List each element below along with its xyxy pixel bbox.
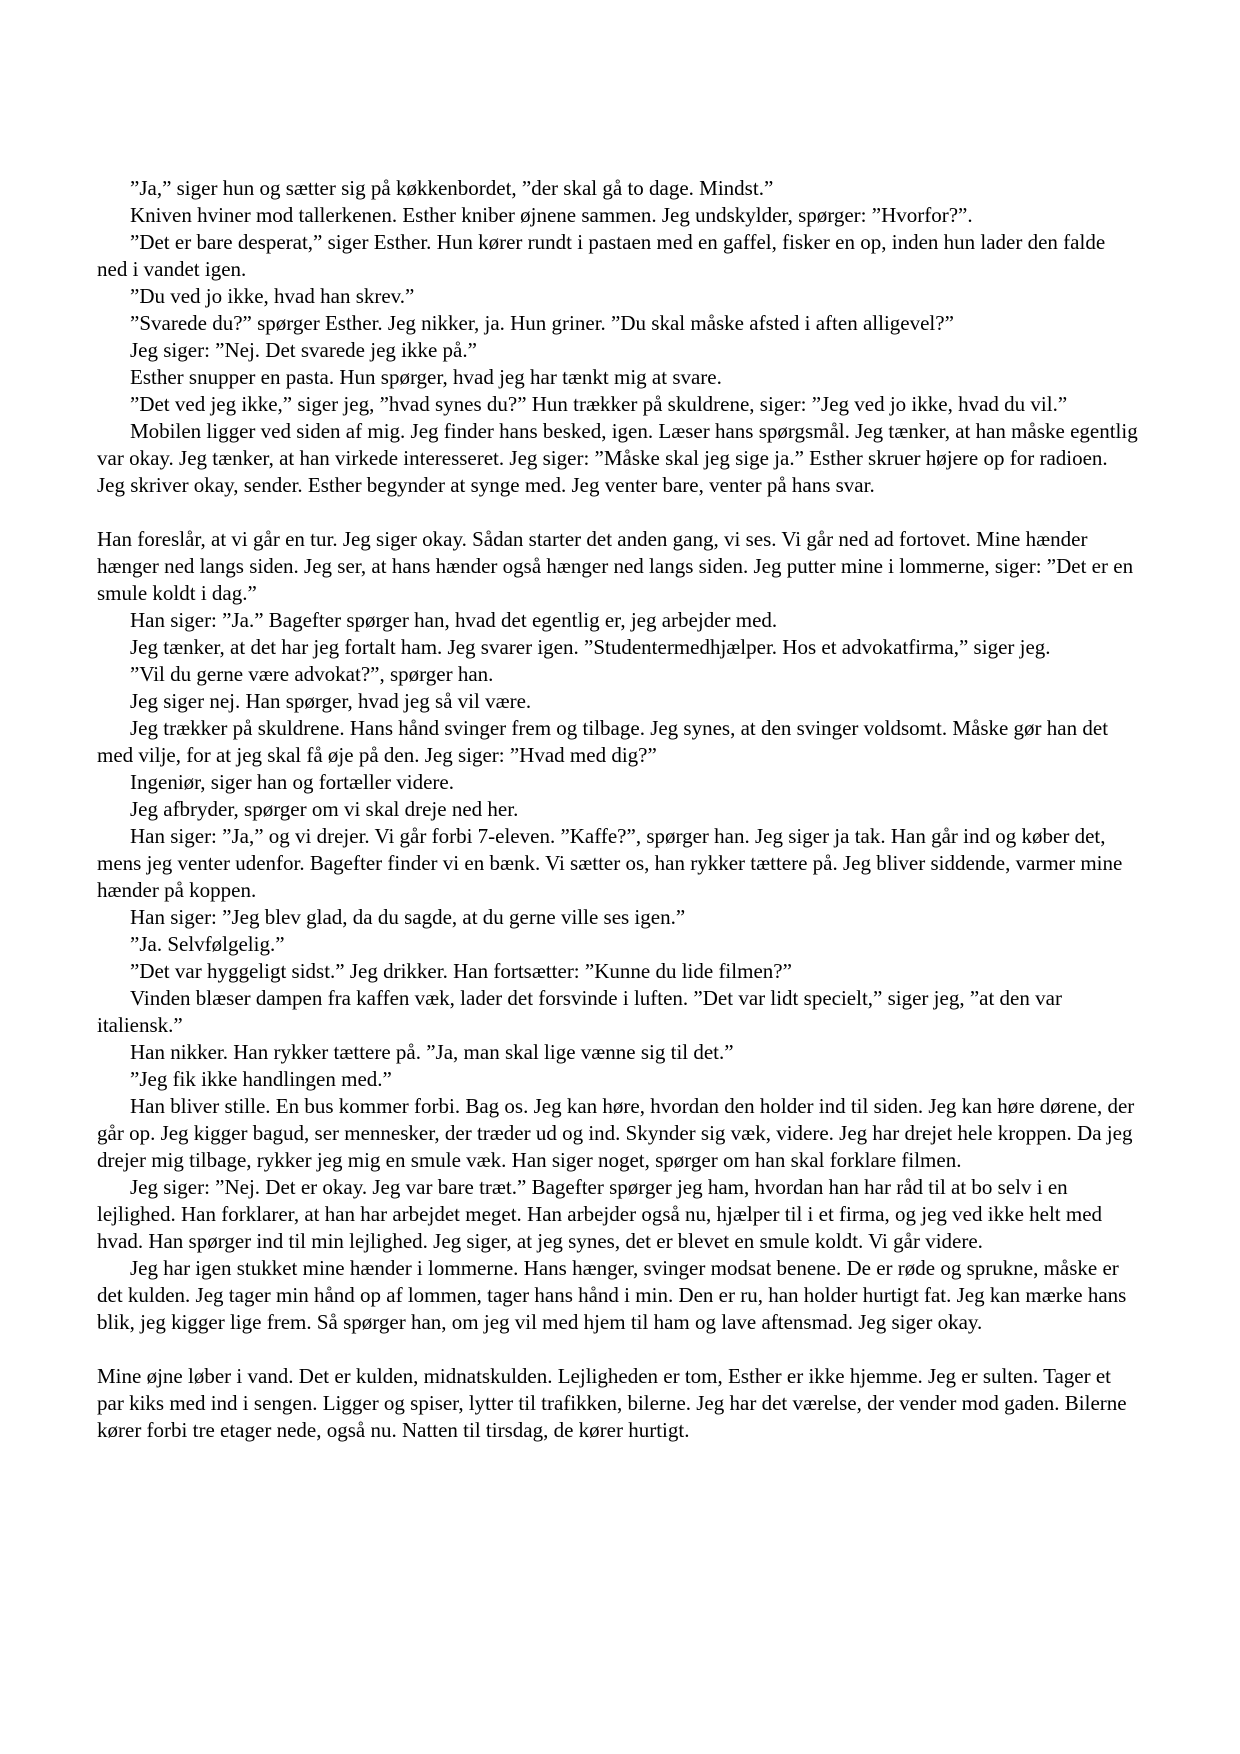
- paragraph: Han bliver stille. En bus kommer forbi. Bag os. Jeg kan høre, hvordan den holder ind til siden. Jeg kan høre dørene, der går op. Jeg kigger bagud, ser mennesker, der træder ud og ind. Skynder sig væk, videre. Jeg har drejet hele kroppen. Da jeg drejer mig tilbage, rykker jeg mig en smule væk. Han siger noget, spørger om han skal forklare filmen.: [97, 1094, 1135, 1172]
- paragraph: Ingeniør, siger han og fortæller videre.: [130, 770, 454, 794]
- paragraph: Jeg trækker på skuldrene. Hans hånd svinger frem og tilbage. Jeg synes, at den svinger voldsomt. Måske gør han det med vilje, for at jeg skal få øje på den. Jeg siger: ”Hvad med dig?”: [97, 716, 1109, 767]
- paragraph: Han siger: ”Jeg blev glad, da du sagde, at du gerne ville ses igen.”: [130, 905, 686, 929]
- paragraph: Esther snupper en pasta. Hun spørger, hvad jeg har tænkt mig at svare.: [130, 365, 722, 389]
- paragraph: Han nikker. Han rykker tættere på. ”Ja, man skal lige vænne sig til det.”: [130, 1040, 734, 1064]
- paragraph: ”Det er bare desperat,” siger Esther. Hun kører rundt i pastaen med en gaffel, fisker en op, inden hun lader den falde ned i vandet igen.: [97, 230, 1106, 281]
- paragraph: Mine øjne løber i vand. Det er kulden, midnatskulden. Lejligheden er tom, Esther er ikke hjemme. Jeg er sulten. Tager et par kiks med ind i sengen. Ligger og spiser, lytter til trafikken, bilerne. Jeg har det værelse, der vender mod gaden. Bilerne kører forbi tre etager nede, også nu. Natten til tirsdag, de kører hurtigt.: [97, 1364, 1127, 1442]
- paragraph: Han siger: ”Ja,” og vi drejer. Vi går forbi 7-eleven. ”Kaffe?”, spørger han. Jeg siger ja tak. Han går ind og køber det, mens jeg venter udenfor. Bagefter finder vi en bænk. Vi sætter os, han rykker tættere på. Jeg bliver siddende, varmer mine hænder på koppen.: [97, 824, 1123, 902]
- paragraph: ”Du ved jo ikke, hvad han skrev.”: [130, 284, 415, 308]
- paragraph: Jeg har igen stukket mine hænder i lommerne. Hans hænger, svinger modsat benene. De er røde og sprukne, måske er det kulden. Jeg tager min hånd op af lommen, tager hans hånd i min. Den er ru, han holder hurtigt fat. Jeg kan mærke hans blik, jeg kigger lige frem. Så spørger han, om jeg vil med hjem til ham og lave aftensmad. Jeg siger okay.: [97, 1256, 1127, 1334]
- paragraph: ”Svarede du?” spørger Esther. Jeg nikker, ja. Hun griner. ”Du skal måske afsted i aften alligevel?”: [130, 311, 954, 335]
- paragraph: Jeg siger: ”Nej. Det er okay. Jeg var bare træt.” Bagefter spørger jeg ham, hvordan han har råd til at bo selv i en lejlighed. Han forklarer, at han har arbejdet meget. Han arbejder også nu, hjælper til i et firma, og jeg ved ikke helt med hvad. Han spørger ind til min lejlighed. Jeg siger, at jeg synes, det er blevet en smule koldt. Vi går videre.: [97, 1175, 1103, 1253]
- paragraph: Han foreslår, at vi går en tur. Jeg siger okay. Sådan starter det anden gang, vi ses. Vi går ned ad fortovet. Mine hænder hænger ned langs siden. Jeg ser, at hans hænder også hænger ned langs siden. Jeg putter mine i lommerne, siger: ”Det er en smule koldt i dag.”: [97, 527, 1134, 605]
- paragraph: Jeg siger: ”Nej. Det svarede jeg ikke på.”: [130, 338, 477, 362]
- paragraph: Kniven hviner mod tallerkenen. Esther kniber øjnene sammen. Jeg undskylder, spørger: ”Hvorfor?”.: [130, 203, 973, 227]
- paragraph: Mobilen ligger ved siden af mig. Jeg finder hans besked, igen. Læser hans spørgsmål. Jeg tænker, at han måske egentlig var okay. Jeg tænker, at han virkede interesseret. Jeg siger: ”Måske skal jeg sige ja.” Esther skruer højere op for radioen. Jeg skriver okay, sender. Esther begynder at synge med. Jeg venter bare, venter på hans svar.: [97, 419, 1138, 497]
- paragraph: ”Det ved jeg ikke,” siger jeg, ”hvad synes du?” Hun trækker på skuldrene, siger: ”Jeg ved jo ikke, hvad du vil.”: [130, 392, 1068, 416]
- paragraph: ”Ja,” siger hun og sætter sig på køkkenbordet, ”der skal gå to dage. Mindst.”: [130, 176, 774, 200]
- paragraph: ”Det var hyggeligt sidst.” Jeg drikker. Han fortsætter: ”Kunne du lide filmen?”: [130, 959, 792, 983]
- paragraph: Jeg afbryder, spørger om vi skal dreje ned her.: [130, 797, 519, 821]
- paragraph: ”Vil du gerne være advokat?”, spørger han.: [130, 662, 494, 686]
- paragraph: Vinden blæser dampen fra kaffen væk, lader det forsvinde i luften. ”Det var lidt specielt,” siger jeg, ”at den var italiensk.”: [97, 986, 1062, 1037]
- paragraph: ”Jeg fik ikke handlingen med.”: [130, 1067, 392, 1091]
- paragraph: Jeg tænker, at det har jeg fortalt ham. Jeg svarer igen. ”Studentermedhjælper. Hos et advokatfirma,” siger jeg.: [130, 635, 1051, 659]
- paragraph: ”Ja. Selvfølgelig.”: [130, 932, 285, 956]
- paragraph: Han siger: ”Ja.” Bagefter spørger han, hvad det egentlig er, jeg arbejder med.: [130, 608, 778, 632]
- text-block: [97, 1363, 1140, 1444]
- text-block: [97, 175, 1140, 499]
- paragraph: Jeg siger nej. Han spørger, hvad jeg så vil være.: [130, 689, 532, 713]
- text-block: [97, 526, 1140, 1336]
- document-text: [97, 175, 1140, 1444]
